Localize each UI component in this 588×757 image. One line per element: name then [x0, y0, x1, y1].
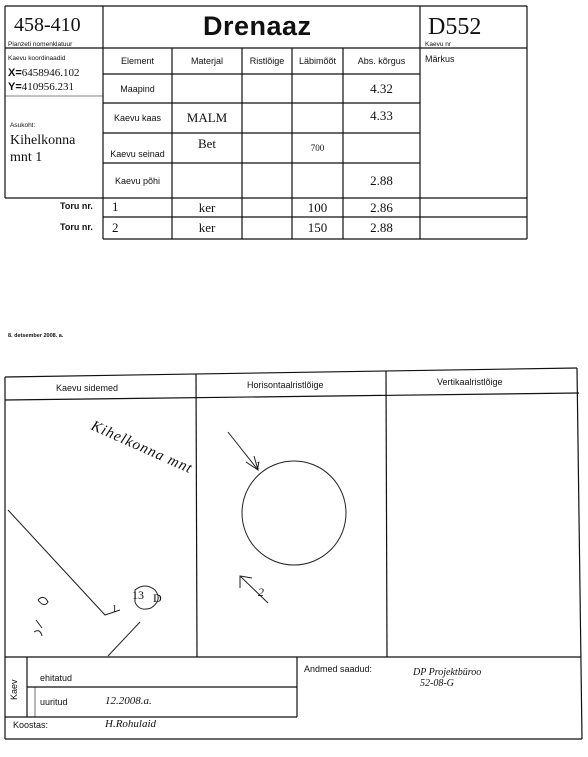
col-header-korgus: Abs. kõrgus	[357, 56, 406, 66]
street-handwriting: Kihelkonna mnt	[88, 418, 195, 478]
kaev-label: Kaev	[9, 679, 19, 700]
pipe-label: Toru nr.	[60, 222, 93, 232]
col-header-element: Element	[120, 56, 155, 66]
pipe-label: Toru nr.	[60, 201, 93, 211]
sketch-col-horisontaal: Horisontaalristlõige	[247, 380, 324, 390]
table-row-korgus: 4.32	[370, 80, 393, 96]
table-row-element: Kaevu seinad	[110, 149, 165, 159]
sketch-mark: 2	[258, 585, 264, 599]
nomenclature-value: 458-410	[14, 14, 81, 36]
uuritud-value: 12.2008.a.	[105, 695, 152, 707]
pipe-labimoot: 150	[307, 220, 328, 235]
table-row-materjal: Bet	[197, 136, 217, 151]
coord-x-value: 6458946.102	[21, 67, 80, 79]
pipe-labimoot: 100	[307, 199, 328, 215]
pipe-korgus: 2.86	[370, 199, 393, 215]
coords-label: Kaevu koordinaadid	[8, 55, 66, 62]
table-row-korgus: 2.88	[370, 172, 393, 188]
sketch-mark: 1	[255, 458, 261, 472]
page-title: Drenaaz	[203, 11, 312, 41]
well-number-label: Kaevu nr	[425, 41, 452, 48]
uuritud-label: uuritud	[40, 697, 68, 707]
pipe-line	[108, 622, 140, 656]
pipe-in-arrow	[228, 432, 258, 470]
sketch-col-sidemed: Kaevu sidemed	[56, 383, 119, 393]
location-line2: mnt 1	[10, 150, 43, 165]
pipe-materjal: ker	[198, 220, 216, 235]
table-row-element: Maapind	[120, 83, 155, 94]
col-header-materjal: Materjal	[190, 56, 223, 66]
scribble	[34, 597, 48, 636]
sketch-drawing	[0, 400, 588, 660]
date-note: 8. detsember 2008. a.	[8, 333, 64, 339]
andmed-line1: DP Projektbüroo	[413, 667, 482, 678]
andmed-line2: 52-08-G	[420, 678, 454, 689]
well-circle	[242, 461, 346, 565]
coord-y-prefix: Y=	[8, 81, 22, 93]
pipe-materjal: ker	[198, 199, 216, 215]
sketch-mark: 13	[132, 588, 144, 602]
pipe-korgus: 2.88	[370, 220, 393, 235]
col-header-ristloige: Ristlõige	[249, 56, 285, 66]
andmed-label: Andmed saadud:	[304, 664, 373, 674]
table-row-element: Kaevu kaas	[113, 113, 162, 123]
pipe-number: 1	[112, 199, 119, 214]
well-mark: D	[153, 591, 162, 605]
table-row-labimoot: 700	[310, 143, 325, 153]
koostas-label: Koostas:	[13, 720, 49, 730]
col-header-labimoot: Läbimõõt	[298, 56, 337, 66]
col-header-markus: Märkus	[425, 54, 455, 64]
location-line1: Kihelkonna	[10, 133, 76, 148]
ehitatud-label: ehitatud	[40, 673, 73, 683]
sketch-mark: 1	[112, 604, 117, 615]
table-row-korgus: 4.33	[370, 108, 393, 123]
coord-y-value: 410956.231	[21, 81, 75, 93]
koostas-value: H.Rohulaid	[105, 718, 157, 730]
pipe-line	[8, 510, 120, 615]
coord-x-prefix: X=	[8, 67, 22, 79]
well-number: D552	[428, 14, 482, 40]
coord-x	[8, 67, 80, 79]
sketch-col-vertikaal: Vertikaalristlõige	[437, 377, 503, 387]
nomenclature-label: Planzeti nomenklatuur	[8, 41, 73, 48]
table-row-materjal: MALM	[186, 110, 228, 125]
coord-y	[8, 81, 74, 93]
table-row-element: Kaevu põhi	[114, 175, 161, 186]
location-label: Asukoht:	[10, 122, 36, 129]
pipe-number: 2	[112, 220, 119, 235]
